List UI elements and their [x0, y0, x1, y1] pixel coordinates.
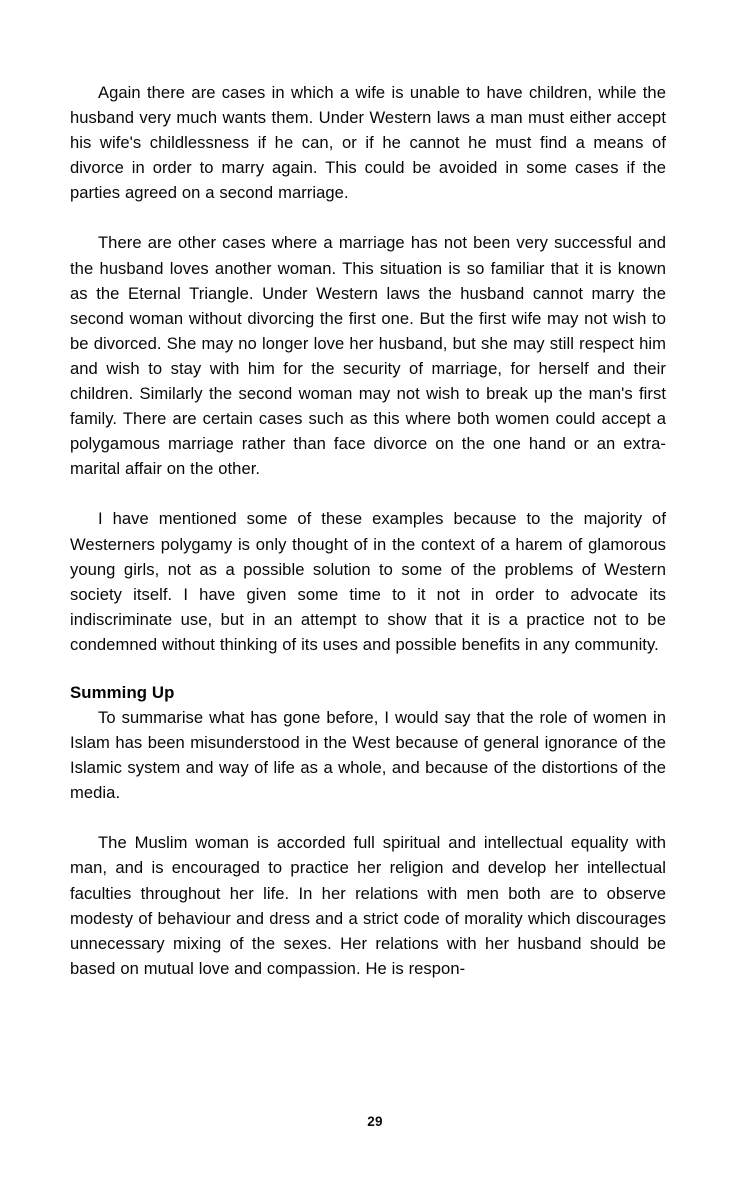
- paragraph-muslim-woman-equality: The Muslim woman is accorded full spiritual and intellectual equality with man, and is encouraged to practice her religion and develop her intellectual faculties throughout her life. In her relations with men both are to observe modesty of behaviour and dress and a strict code of morality which discourages unnecessary mixing of the sexes. Her relations with her husband should be based on mutual love and compassion. He is respon-: [70, 833, 666, 978]
- paragraph-childless-wife: Again there are cases in which a wife is unable to have children, while the husband very much wants them. Under Western laws a man must either accept his wife's childlessness if he can, or if he cannot he must find a means of divorce in order to marry again. This could be avoided in some cases if the parties agreed on a second marriage.: [70, 83, 666, 203]
- section-heading-summing-up: Summing Up: [70, 682, 175, 702]
- paragraph-western-misconception: I have mentioned some of these examples because to the majority of Westerners polygamy is only thought of in the context of a harem of glamorous young girls, not as a possible solution to some of the problems of Western society itself. I have given some time to it not in order to advocate its indiscriminate use, but in an attempt to show that it is a practice not to be condemned without thinking of its uses and possible benefits in any community.: [70, 509, 666, 654]
- paragraph-summary-misunderstood: To summarise what has gone before, I would say that the role of women in Islam has been misunderstood in the West because of general ignorance of the Islamic system and way of life as a whole, and because of the distortions of the media.: [70, 707, 666, 803]
- paragraph-eternal-triangle: There are other cases where a marriage has not been very successful and the husband loves another woman. This situation is so familiar that it is known as the Eternal Triangle. Under Western laws the husband cannot marry the second woman without divorcing the first one. But the first wife may not wish to be divorced. She may no longer love her husband, but she may still respect him and wish to stay with him for the security of marriage, for herself and their children. Similarly the second woman may not wish to break up the man's first family. There are certain cases such as this where both women could accept a polygamous marriage rather than face divorce on the one hand or an extra-marital affair on the other.: [70, 233, 666, 479]
- body-text-column: [70, 80, 666, 981]
- page-number: 29: [367, 1114, 383, 1129]
